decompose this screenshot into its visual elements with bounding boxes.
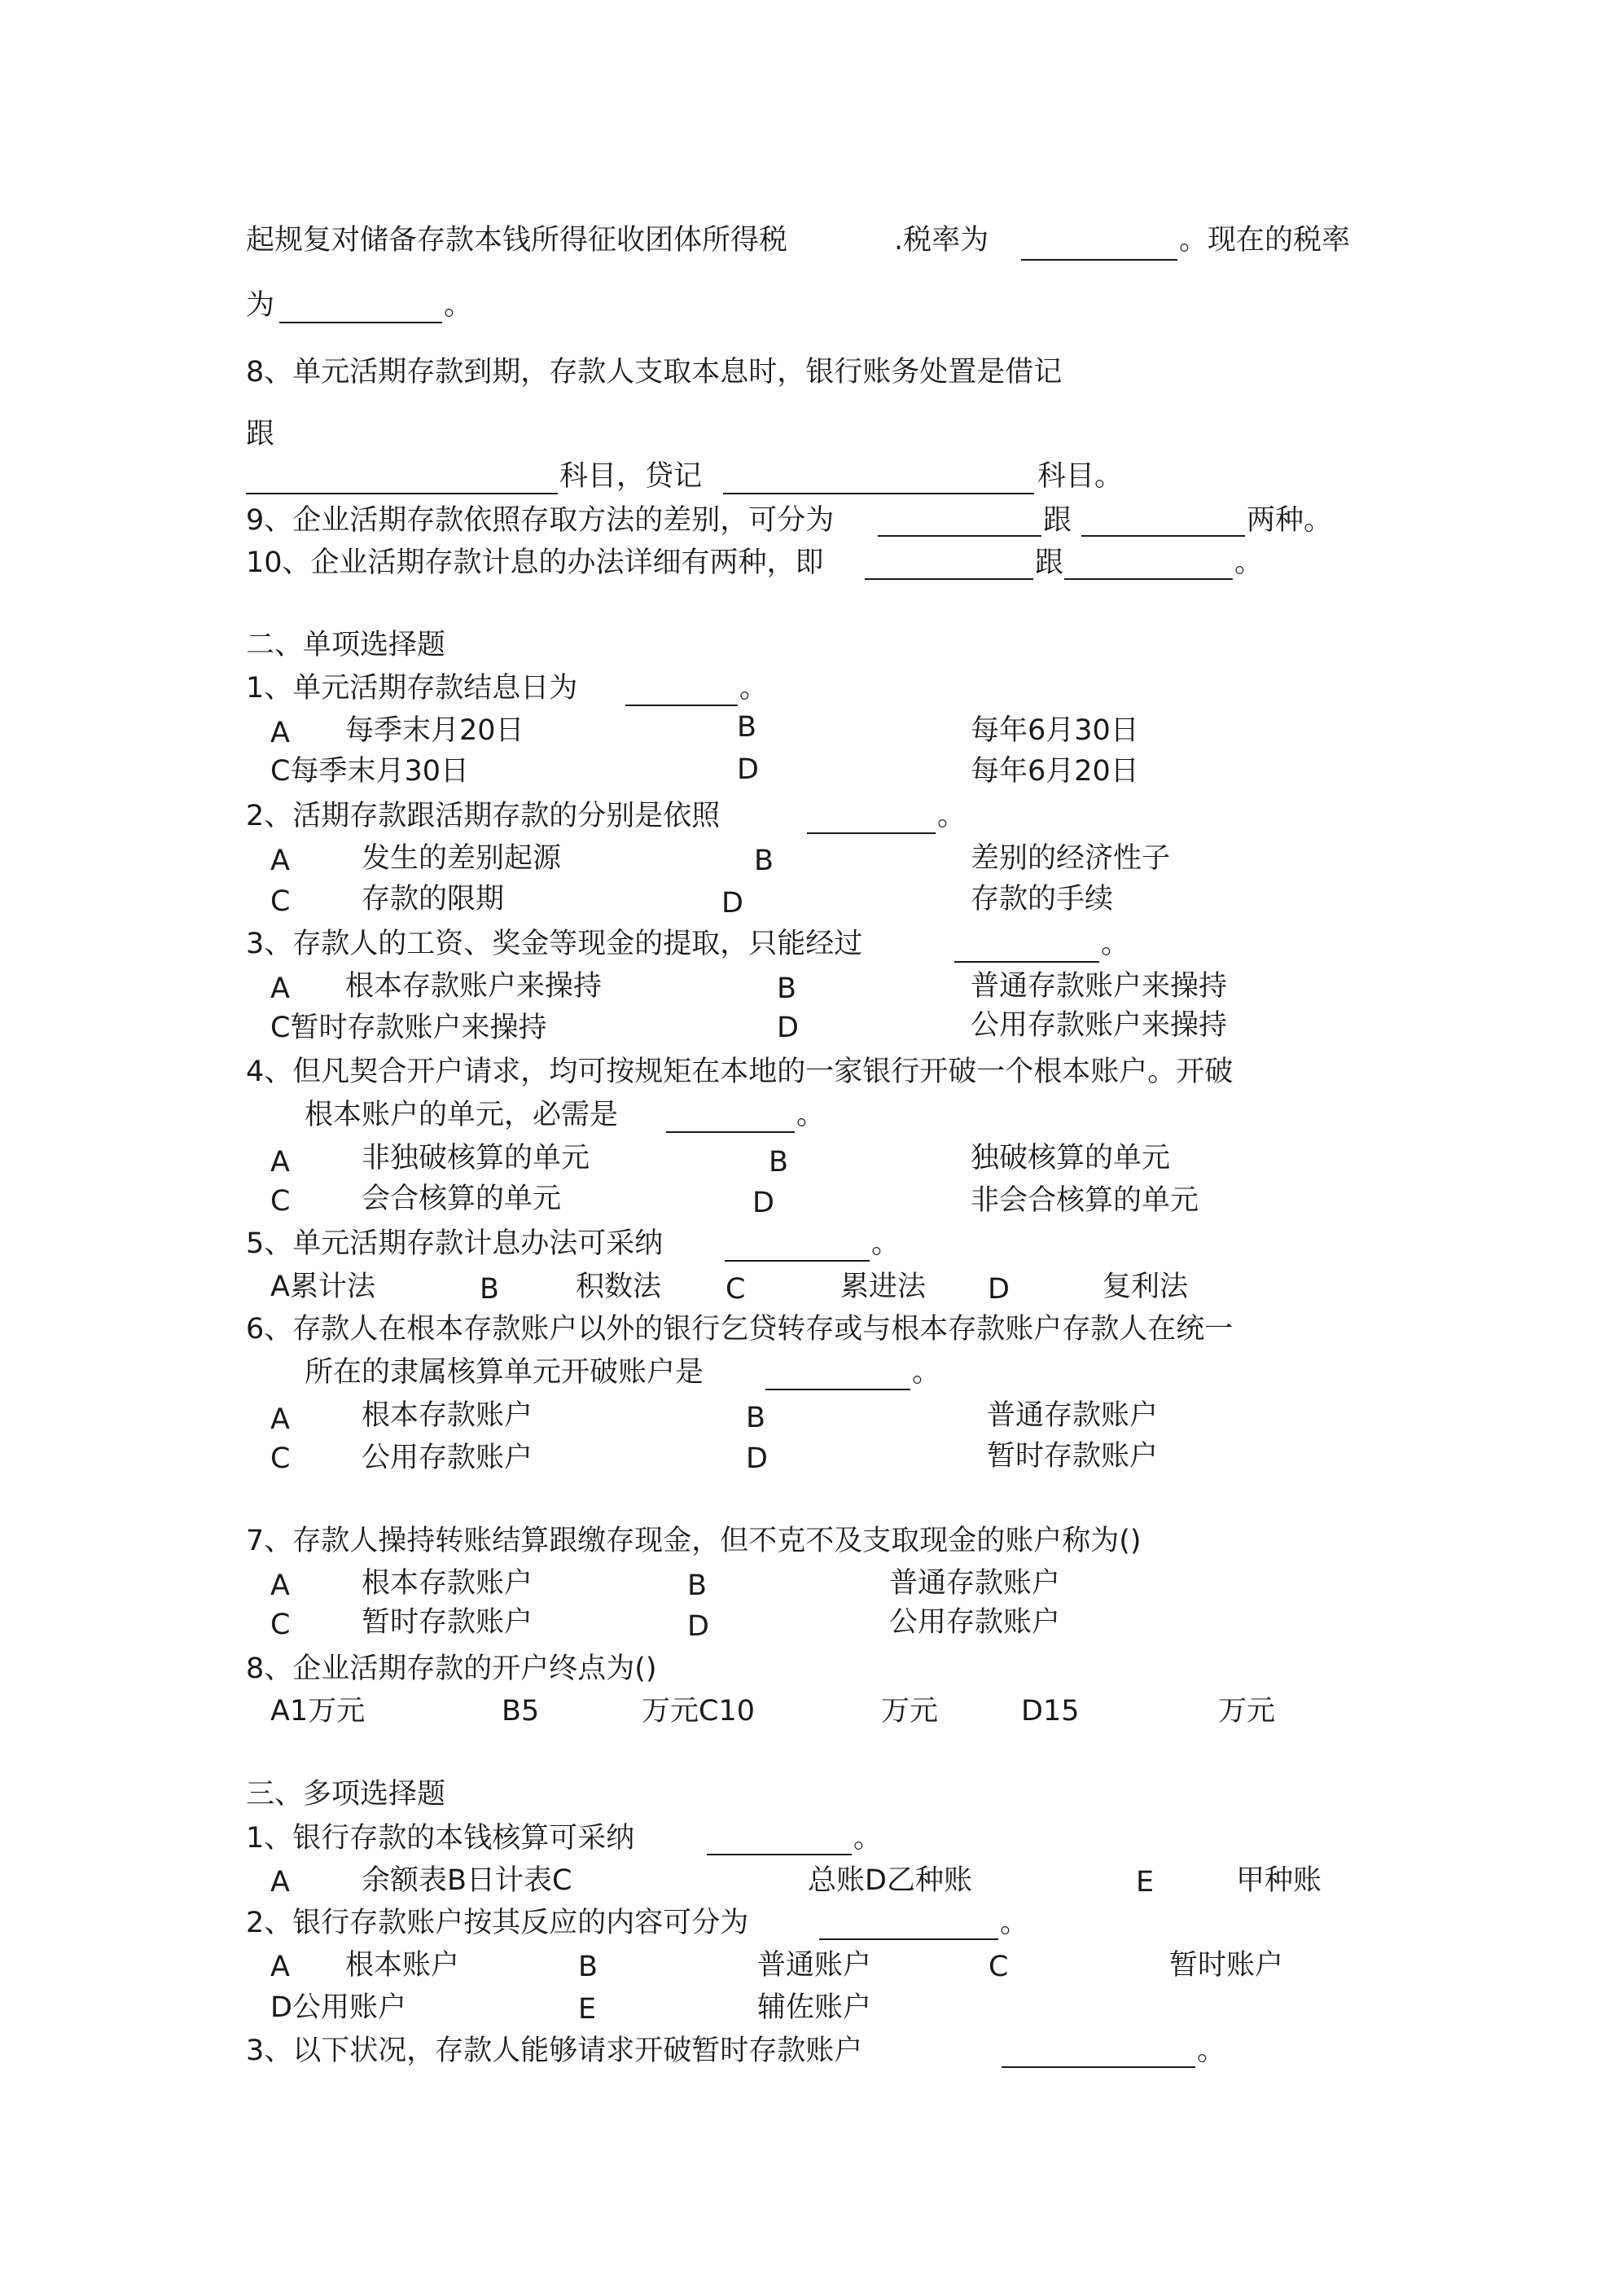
q1-end: 。 xyxy=(739,672,769,705)
m2-option-b-label[interactable]: B xyxy=(578,1951,598,1983)
q3-stem: 3、存款人的工资、奖金等现金的提取，只能经过 xyxy=(246,928,863,960)
q1-stem: 1、单元活期存款结息日为 xyxy=(246,672,578,705)
q6-option-a-label[interactable]: A xyxy=(270,1403,290,1436)
q6-option-b[interactable]: 普通存款账户 xyxy=(987,1399,1159,1432)
q7-option-a-label[interactable]: A xyxy=(270,1569,290,1602)
q5-option-b-label[interactable]: B xyxy=(480,1273,500,1306)
q4-option-c[interactable]: 会合核算的单元 xyxy=(362,1183,562,1215)
q5-stem: 5、单元活期存款计息办法可采纳 xyxy=(246,1227,664,1260)
m1-options-abc[interactable]: 余额表B日计表C xyxy=(362,1864,572,1897)
m2-option-c[interactable]: 暂时账户 xyxy=(1169,1949,1284,1982)
section3-heading: 三、多项选择题 xyxy=(246,1778,446,1811)
q8-stem: 8、企业活期存款的开户终点为() xyxy=(246,1653,657,1685)
q10-tail: 。 xyxy=(1234,547,1264,579)
q5-end: 。 xyxy=(871,1227,901,1260)
q6-option-c-label[interactable]: C xyxy=(270,1442,291,1475)
m1-stem: 1、银行存款的本钱核算可采纳 xyxy=(246,1822,635,1855)
m3-end: 。 xyxy=(1197,2035,1226,2067)
q3-option-a[interactable]: 根本存款账户来操持 xyxy=(345,970,603,1003)
q8-option-1[interactable]: A1万元 xyxy=(270,1695,366,1727)
q4-option-b[interactable]: 独破核算的单元 xyxy=(971,1142,1171,1174)
q8-subject1: 科目，贷记 xyxy=(559,460,703,493)
m2-option-d[interactable]: D公用账户 xyxy=(270,1991,406,2024)
q2-end: 。 xyxy=(937,800,967,832)
q6-option-c[interactable]: 公用存款账户 xyxy=(362,1442,533,1474)
q4-option-c-label[interactable]: C xyxy=(270,1185,291,1218)
q7-option-c-label[interactable]: C xyxy=(270,1609,291,1641)
m2-option-b[interactable]: 普通账户 xyxy=(757,1949,872,1982)
q4-option-b-label[interactable]: B xyxy=(769,1146,789,1179)
q10-conj: 跟 xyxy=(1035,547,1064,579)
q2-option-a[interactable]: 发生的差别起源 xyxy=(362,842,562,875)
q1-option-a[interactable]: 每季末月20日 xyxy=(345,714,524,747)
q2-option-a-label[interactable]: A xyxy=(270,845,290,877)
q1-option-b[interactable]: 每年6月30日 xyxy=(971,714,1139,747)
q3-option-d[interactable]: 公用存款账户来操持 xyxy=(971,1009,1228,1042)
m1-option-e[interactable]: 甲种账 xyxy=(1236,1864,1322,1897)
q2-option-d-label[interactable]: D xyxy=(721,887,743,920)
answer-blank[interactable] xyxy=(723,493,1034,494)
q7-option-d[interactable]: 公用存款账户 xyxy=(889,1606,1061,1639)
m2-option-e-label[interactable]: E xyxy=(578,1993,597,2026)
q9-conj: 跟 xyxy=(1043,504,1072,537)
q1-option-d[interactable]: 每年6月20日 xyxy=(971,755,1139,788)
m2-end: 。 xyxy=(1000,1907,1029,1939)
q3-end: 。 xyxy=(1101,928,1130,960)
answer-blank[interactable] xyxy=(819,1938,998,1940)
q8-option-5[interactable]: D15 xyxy=(1021,1695,1080,1727)
q7-option-c[interactable]: 暂时存款账户 xyxy=(362,1606,533,1639)
m1-end: 。 xyxy=(853,1822,883,1855)
m1-options-cd[interactable]: 总账D乙种账 xyxy=(808,1864,972,1897)
q6-option-d[interactable]: 暂时存款账户 xyxy=(987,1440,1159,1473)
q7-stem: 7、存款人操持转账结算跟缴存现金，但不克不及支取现金的账户称为() xyxy=(246,1525,1142,1557)
m2-option-e[interactable]: 辅佐账户 xyxy=(757,1991,872,2024)
q4-end: 。 xyxy=(796,1099,826,1131)
q2-option-d[interactable]: 存款的手续 xyxy=(971,883,1114,915)
q2-option-c-label[interactable]: C xyxy=(270,885,291,918)
q5-option-a[interactable]: A累计法 xyxy=(270,1271,375,1303)
q3-option-c[interactable]: C暂时存款账户来操持 xyxy=(270,1012,547,1044)
q4-stem-line2: 根本账户的单元，必需是 xyxy=(305,1099,619,1131)
q8-fill-line2: 跟 xyxy=(246,418,275,450)
q4-option-d[interactable]: 非会合核算的单元 xyxy=(971,1184,1199,1217)
answer-blank[interactable] xyxy=(807,832,936,834)
q7-fill-line2-tail: 。 xyxy=(444,289,473,322)
q2-stem: 2、活期存款跟活期存款的分别是依照 xyxy=(246,800,721,832)
answer-blank[interactable] xyxy=(1064,578,1233,580)
q5-option-c-label[interactable]: C xyxy=(726,1273,746,1306)
q6-option-b-label[interactable]: B xyxy=(746,1402,766,1434)
q9-fill: 9、企业活期存款依照存取方法的差别，可分为 xyxy=(246,504,835,537)
q9-tail: 两种。 xyxy=(1247,504,1333,537)
q1-option-c[interactable]: C每季末月30日 xyxy=(270,755,469,788)
q6-stem-line2: 所在的隶属核算单元开破账户是 xyxy=(305,1356,704,1389)
answer-blank[interactable] xyxy=(666,1131,795,1133)
m2-option-c-label[interactable]: C xyxy=(989,1951,1009,1983)
q3-option-b-label[interactable]: B xyxy=(777,972,797,1005)
q8-subject2: 科目。 xyxy=(1037,460,1124,493)
section2-heading: 二、单项选择题 xyxy=(246,629,446,661)
answer-blank[interactable] xyxy=(1081,535,1245,537)
q1-option-a-label[interactable]: A xyxy=(270,717,290,749)
q3-option-b[interactable]: 普通存款账户来操持 xyxy=(971,970,1228,1003)
q6-option-a[interactable]: 根本存款账户 xyxy=(362,1399,533,1432)
q10-fill: 10、企业活期存款计息的办法详细有两种，即 xyxy=(246,547,824,579)
q8-fill-line1: 8、单元活期存款到期，存款人支取本息时，银行账务处置是借记 xyxy=(246,356,1063,389)
q8-option-2[interactable]: B5 xyxy=(502,1695,540,1727)
m1-option-a-label[interactable]: A xyxy=(270,1866,290,1899)
answer-blank[interactable] xyxy=(725,1260,870,1262)
answer-blank[interactable] xyxy=(279,322,442,323)
m2-stem: 2、银行存款账户按其反应的内容可分为 xyxy=(246,1907,749,1939)
q7-option-b-label[interactable]: B xyxy=(687,1569,708,1602)
q2-option-c[interactable]: 存款的限期 xyxy=(362,883,505,915)
answer-blank[interactable] xyxy=(954,961,1099,963)
answer-blank[interactable] xyxy=(625,705,738,706)
answer-blank[interactable] xyxy=(1002,2066,1195,2068)
answer-blank[interactable] xyxy=(707,1854,852,1855)
q8-option-3[interactable]: 万元C10 xyxy=(642,1695,755,1727)
q4-option-d-label[interactable]: D xyxy=(752,1187,774,1219)
q6-stem-line1: 6、存款人在根本存款账户以外的银行乞贷转存或与根本存款账户存款人在统一 xyxy=(246,1313,1234,1346)
q2-option-b[interactable]: 差别的经济性子 xyxy=(971,842,1171,875)
q7-option-a[interactable]: 根本存款账户 xyxy=(362,1567,533,1600)
q3-option-d-label[interactable]: D xyxy=(777,1012,799,1044)
q7-tax-label: .税率为 xyxy=(894,224,989,257)
m3-stem: 3、以下状况，存款人能够请求开破暂时存款账户 xyxy=(246,2035,863,2067)
m2-option-a[interactable]: 根本账户 xyxy=(345,1949,460,1982)
answer-blank[interactable] xyxy=(878,535,1041,537)
answer-blank[interactable] xyxy=(765,1389,910,1390)
q2-option-b-label[interactable]: B xyxy=(754,845,774,877)
q3-option-a-label[interactable]: A xyxy=(270,972,290,1005)
q5-option-d-label[interactable]: D xyxy=(988,1273,1010,1306)
m1-option-e-label[interactable]: E xyxy=(1136,1866,1155,1899)
answer-blank[interactable] xyxy=(1021,259,1177,261)
q6-end: 。 xyxy=(912,1356,941,1389)
q5-option-c[interactable]: 累进法 xyxy=(840,1271,927,1303)
answer-blank[interactable] xyxy=(865,578,1033,580)
q1-option-b-label[interactable]: B xyxy=(737,711,757,744)
m2-option-a-label[interactable]: A xyxy=(270,1951,290,1983)
q7-option-d-label[interactable]: D xyxy=(687,1610,709,1643)
q4-stem-line1: 4、但凡契合开户请求，均可按规矩在本地的一家银行开破一个根本账户。开破 xyxy=(246,1056,1234,1088)
q4-option-a[interactable]: 非独破核算的单元 xyxy=(362,1142,590,1174)
q4-option-a-label[interactable]: A xyxy=(270,1146,290,1179)
q7-fill-tail: 。现在的税率 xyxy=(1179,224,1351,257)
q7-option-b[interactable]: 普通存款账户 xyxy=(889,1567,1061,1600)
q8-option-4[interactable]: 万元 xyxy=(881,1695,939,1727)
q5-option-d[interactable]: 复利法 xyxy=(1103,1271,1189,1303)
q5-option-b[interactable]: 积数法 xyxy=(576,1271,662,1303)
q8-option-6[interactable]: 万元 xyxy=(1218,1695,1276,1727)
q1-option-d-label[interactable]: D xyxy=(737,753,759,786)
q7-fill-line1: 起规复对储备存款本钱所得征收团体所得税 xyxy=(246,224,788,257)
q7-fill-line2: 为 xyxy=(246,289,275,322)
answer-blank[interactable] xyxy=(246,493,558,494)
q6-option-d-label[interactable]: D xyxy=(746,1442,768,1475)
